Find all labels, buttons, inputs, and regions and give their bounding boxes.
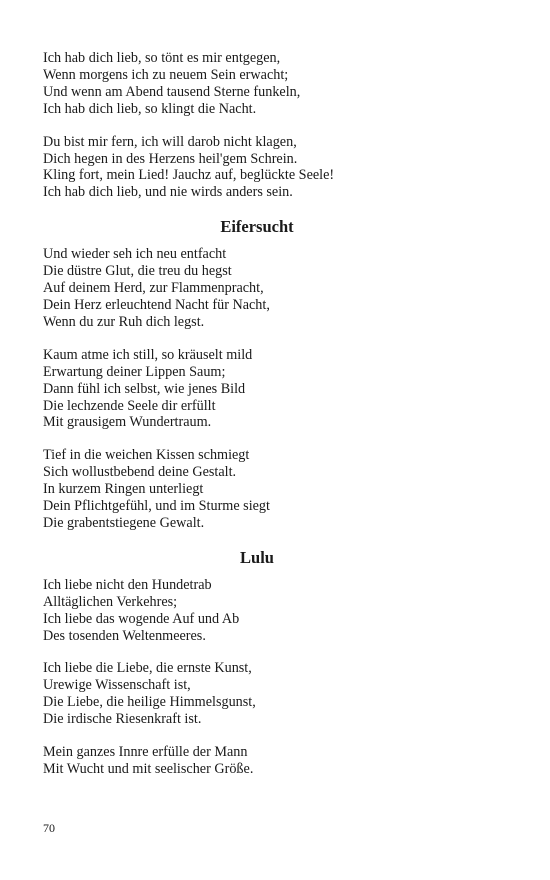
verse-line: Kaum atme ich still, so kräuselt mild [43, 346, 253, 363]
verse-line: Die Liebe, die heilige Himmelsgunst, [43, 694, 256, 711]
verse-line: Und wenn am Abend tausend Sterne funkeln, [43, 83, 301, 100]
stanza [43, 50, 513, 118]
stanza [43, 744, 513, 778]
verse-line: Du bist mir fern, ich will darob nicht klagen, [43, 133, 297, 150]
poem-lulu [43, 548, 513, 778]
verse-line: Die grabentstiegene Gewalt. [43, 514, 205, 531]
poem-title: Eifersucht [220, 217, 294, 237]
poem-eifersucht [43, 217, 513, 532]
stanza [43, 134, 513, 202]
verse-line: Ich liebe die Liebe, die ernste Kunst, [43, 660, 252, 677]
verse-line: Und wieder seh ich neu entfacht [43, 246, 227, 263]
verse-line: In kurzem Ringen unterliegt [43, 481, 204, 498]
verse-line: Alltäglichen Verkehres; [43, 593, 178, 610]
verse-line: Ich liebe das wogende Auf und Ab [43, 610, 240, 627]
verse-line: Mein ganzes Innre erfülle der Mann [43, 744, 248, 761]
stanza [43, 347, 513, 432]
page-number: 70 [43, 821, 55, 835]
verse-line: Mit Wucht und mit seelischer Größe. [43, 761, 254, 777]
verse-line: Wenn morgens ich zu neuem Sein erwacht; [43, 66, 289, 83]
stanza [43, 246, 513, 331]
verse-line: Mit grausigem Wundertraum. [43, 414, 212, 431]
verse-line: Dein Herz erleuchtend Nacht für Nacht, [43, 296, 270, 313]
verse-line: Wenn du zur Ruh dich legst. [43, 313, 205, 330]
verse-line: Die düstre Glut, die treu du hegst [43, 263, 232, 280]
verse-line: Dein Pflichtgefühl, und im Sturme siegt [43, 498, 270, 515]
stanza [43, 660, 513, 728]
verse-line: Ich hab dich lieb, so klingt die Nacht. [43, 100, 257, 117]
verse-line: Sich wollustbebend deine Gestalt. [43, 464, 237, 481]
verse-line: Die irdische Riesenkraft ist. [43, 711, 202, 728]
verse-line: Des tosenden Weltenmeeres. [43, 627, 206, 644]
verse-line: Urewige Wissenschaft ist, [43, 677, 191, 694]
stanza [43, 577, 513, 645]
verse-line: Dann fühl ich selbst, wie jenes Bild [43, 380, 246, 397]
verse-line: Ich liebe nicht den Hundetrab [43, 576, 212, 593]
stanza [43, 447, 513, 532]
verse-line: Ich hab dich lieb, und nie wirds anders sein. [43, 184, 293, 201]
verse-line: Die lechzende Seele dir erfüllt [43, 397, 216, 414]
verse-line: Kling fort, mein Lied! Jauchz auf, beglückte Seele! [43, 167, 335, 184]
verse-line: Tief in die weichen Kissen schmiegt [43, 447, 250, 464]
verse-line: Erwartung deiner Lippen Saum; [43, 363, 226, 380]
verse-line: Dich hegen in des Herzens heil'gem Schrein. [43, 150, 298, 167]
poem-continuation [43, 50, 513, 201]
poem-title: Lulu [240, 547, 274, 567]
page-content [43, 50, 513, 794]
verse-line: Auf deinem Herd, zur Flammenpracht, [43, 280, 264, 297]
verse-line: Ich hab dich lieb, so tönt es mir entgegen, [43, 50, 281, 66]
